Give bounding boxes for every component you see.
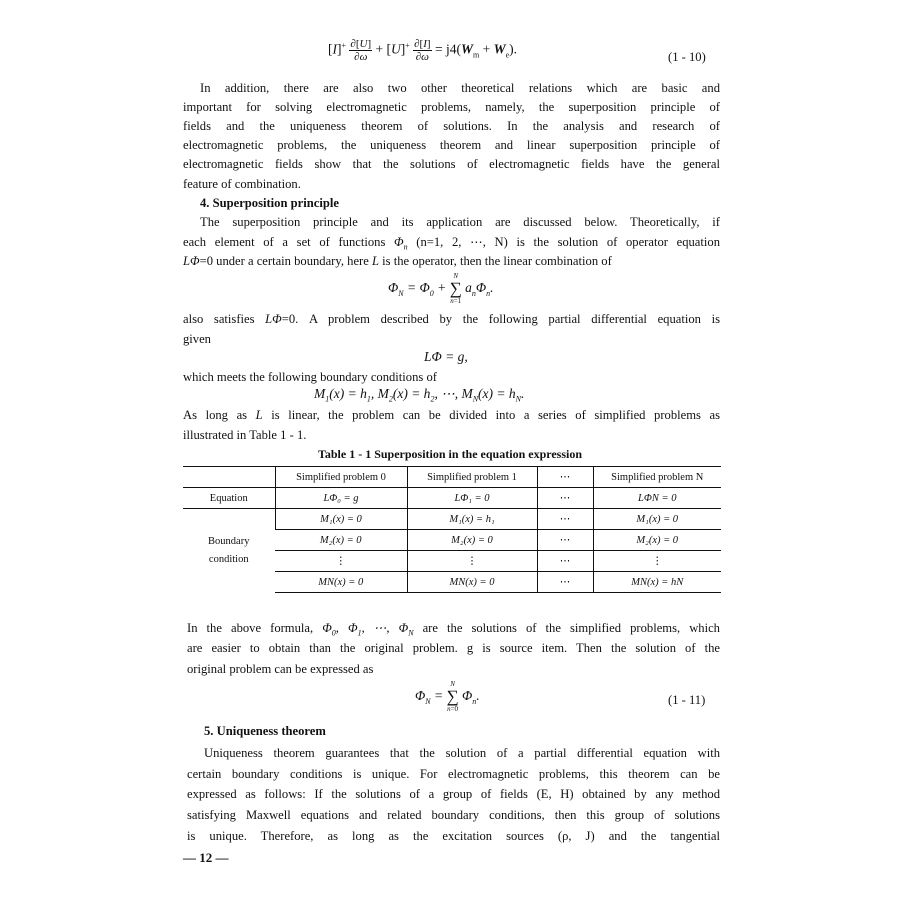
paragraph-line: also satisfies LΦ=0. A problem described by the following partial differential equation is (183, 312, 720, 326)
column-header: Simplified problem 1 (407, 467, 537, 488)
linear-combination-equation: $\Phi_N = \Phi_0$ + N ∑ n=1 $a_n\Phi_n$. (388, 272, 494, 305)
table-cell: M₁(x) = 0 (593, 509, 721, 530)
paragraph-line: important for solving electromagnetic problems, namely, the superposition principle of (183, 100, 720, 114)
equation-1-11: $\Phi_N$ = N ∑ n=0 $\Phi_n$. (415, 680, 480, 713)
table-cell: ⋮ (593, 551, 721, 572)
paragraph-line: is unique. Therefore, as long as the excitation sources (ρ, J) and the tangential (187, 829, 720, 843)
paragraph-line: each element of a set of functions $\Phi_n$ (n=1, 2, ⋯, N) is the solution of operator equation (183, 235, 720, 252)
paragraph-line: As long as L is linear, the problem can be divided into a series of simplified problems as (183, 408, 721, 422)
table-cell: M₁(x) = h₁ (407, 509, 537, 530)
table-cell: M₁(x) = 0 (275, 509, 407, 530)
row-label-boundary-condition: Boundary condition (183, 509, 275, 593)
paragraph-line: The superposition principle and its application are discussed below. Theoretically, if (200, 215, 720, 229)
table-cell: M₂(x) = 0 (593, 530, 721, 551)
paragraph-line: satisfying Maxwell equations and related boundary conditions, then this group of solutions (187, 808, 720, 822)
table-cell: M₂(x) = 0 (407, 530, 537, 551)
table-cell: ⋯ (537, 551, 593, 572)
table-cell: M₂(x) = 0 (275, 530, 407, 551)
table-cell: ⋯ (537, 509, 593, 530)
equation-1-10: [I]+ $\frac{\partial[U]}{\partial\omega}$ + [U]+ $\frac{\partial[I]}{\partial\omega}$ = $j4(W_m + W_e)$. (328, 38, 518, 63)
page-number: — 12 — (183, 850, 229, 865)
paragraph-line: electromagnetic fields show that the solutions of electromagnetic fields have the general (183, 157, 720, 171)
table-cell: MN(x) = hN (593, 572, 721, 593)
paragraph-line: Uniqueness theorem guarantees that the solution of a partial differential equation with (204, 746, 720, 760)
boundary-conditions-equation: $M_1(x) = h_1$, $M_2(x) = h_2$, ⋯, $M_N(x) = h_N$. (314, 386, 525, 404)
table-cell: MN(x) = 0 (407, 572, 537, 593)
paragraph-line: which meets the following boundary conditions of (183, 370, 437, 384)
table-cell: LΦ₀ = g (275, 488, 407, 509)
row-label: Equation (183, 488, 275, 509)
paragraph-line: certain boundary conditions is unique. For electromagnetic problems, this theorem can be (187, 767, 720, 781)
equation-number-1-11: (1 - 11) (668, 693, 706, 707)
table-cell: ⋯ (537, 488, 593, 509)
paragraph-line: In the above formula, $\Phi_0$, $\Phi_1$, ⋯, $\Phi_N$ are the solutions of the simplified problems, which (187, 621, 720, 638)
table-row-equation (183, 488, 721, 509)
paragraph-line: expressed as follows: If the solutions of a group of fields (E, H) obtained by any method (187, 787, 720, 801)
table-cell: MN(x) = 0 (275, 572, 407, 593)
paragraph-line: illustrated in Table 1 - 1. (183, 428, 307, 442)
section-heading: 4. Superposition principle (200, 196, 339, 210)
table-caption: Table 1 - 1 Superposition in the equation expression (317, 447, 583, 461)
paragraph-line: In addition, there are also two other theoretical relations which are basic and (200, 81, 720, 95)
column-header: ⋯ (537, 467, 593, 488)
table-cell: LΦ₁ = 0 (407, 488, 537, 509)
paragraph-line: LΦ=0 under a certain boundary, here L is the operator, then the linear combination of (183, 254, 612, 268)
table-cell: ⋯ (537, 530, 593, 551)
equation-number-1-10: (1 - 10) (668, 50, 706, 64)
paragraph-line: feature of combination. (183, 177, 301, 191)
table-cell: ⋮ (275, 551, 407, 572)
table-row-boundary (183, 509, 721, 530)
section-heading: 5. Uniqueness theorem (204, 724, 326, 738)
table-cell: LΦN = 0 (593, 488, 721, 509)
paragraph-line: are easier to obtain than the original problem. g is source item. Then the solution of the (187, 641, 720, 655)
table-header-row (183, 467, 721, 488)
superposition-table (183, 466, 721, 593)
table-cell: ⋯ (537, 572, 593, 593)
paragraph-line: electromagnetic problems, the uniqueness theorem and linear superposition principle of (183, 138, 720, 152)
paragraph-line: original problem can be expressed as (187, 662, 374, 676)
paragraph-line: given (183, 332, 211, 346)
paragraph-line: fields and the uniqueness theorem of solutions. In the analysis and research of (183, 119, 720, 133)
pde-equation: LΦ = g, (424, 349, 468, 364)
table-cell: ⋮ (407, 551, 537, 572)
table-corner-cell (183, 467, 275, 488)
column-header: Simplified problem N (593, 467, 721, 488)
column-header: Simplified problem 0 (275, 467, 407, 488)
